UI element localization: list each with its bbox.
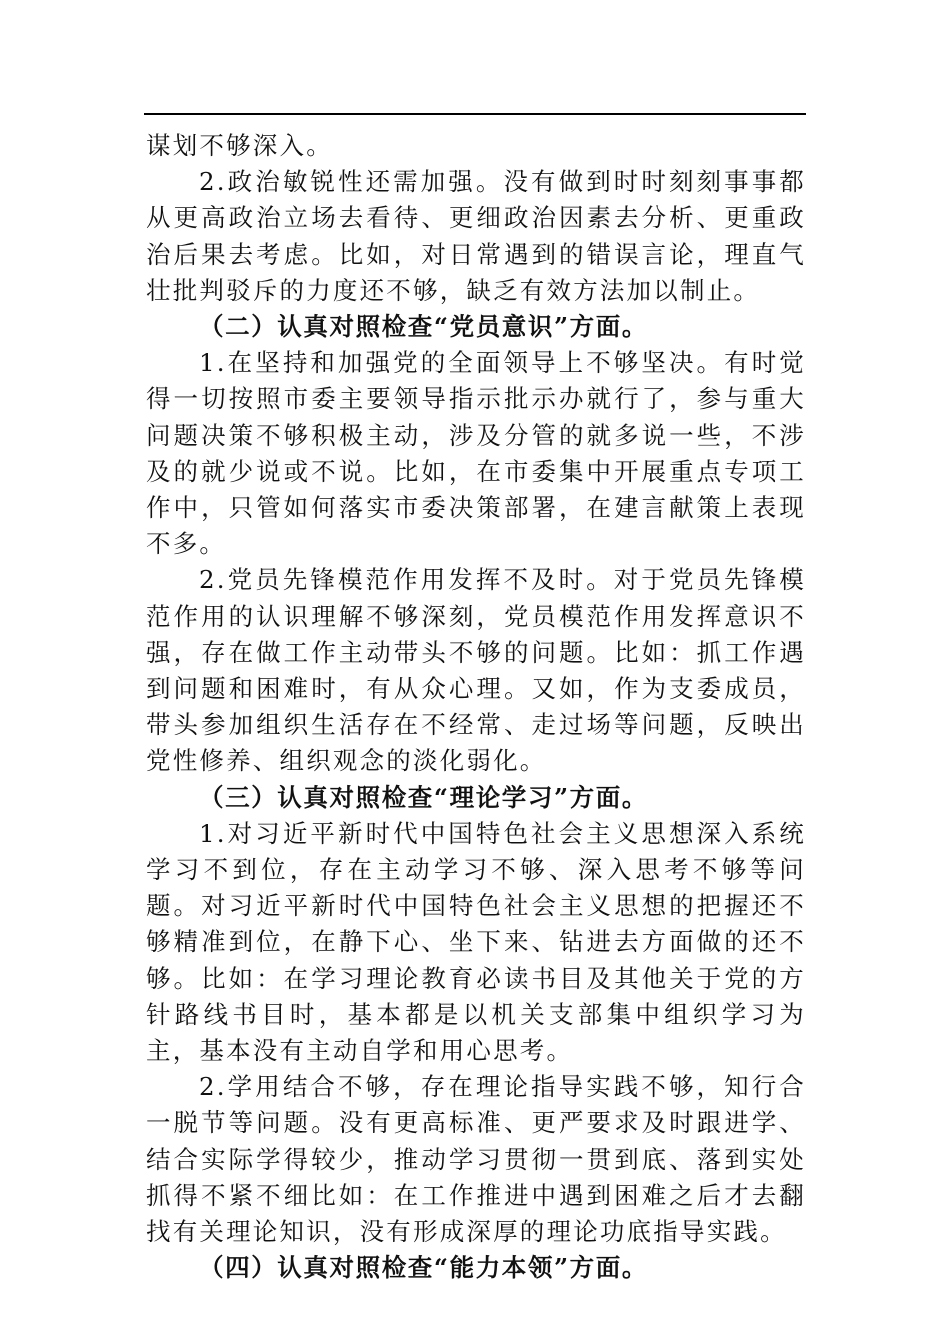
paragraph-continuation: 谋划不够深入。 xyxy=(146,131,333,160)
section-heading-party-awareness: （二）认真对照检查“党员意识”方面。 xyxy=(199,312,648,342)
paragraph-systematic-study: 1.对习近平新时代中国特色社会主义思想深入系统学习不到位，存在主动学习不够、深入思考不够等问题。对习近平新时代中国特色社会主义思想的把握还不够精准到位，在静下心、坐下来、钻进去方面做的还不够。比如：在学习理论教育必读书目及其他关于党的方针路线书目时，基本都是以机关支部集中组织学习为主，基本没有主动自学和用心思考。 xyxy=(146,818,806,1066)
header-rule xyxy=(144,113,806,115)
section-heading-theory-study: （三）认真对照检查“理论学习”方面。 xyxy=(199,782,648,812)
paragraph-political-sensitivity: 2.政治敏锐性还需加强。没有做到时时刻刻事事都从更高政治立场去看待、更细政治因素去分析、更重政治后果去考虑。比如，对日常遇到的错误言论，理直气壮批判驳斥的力度还不够，缺乏有效方法加以制止。 xyxy=(146,167,806,305)
paragraph-vanguard-role: 2.党员先锋模范作用发挥不及时。对于党员先锋模范作用的认识理解不够深刻，党员模范作用发挥意识不强，存在做工作主动带头不够的问题。比如：抓工作遇到问题和困难时，有从众心理。又如，作为支委成员，带头参加组织生活存在不经常、走过场等问题，反映出党性修养、组织观念的淡化弱化。 xyxy=(146,565,806,776)
paragraph-party-leadership: 1.在坚持和加强党的全面领导上不够坚决。有时觉得一切按照市委主要领导指示批示办就行了，参与重大问题决策不够积极主动，涉及分管的就多说一些，不涉及的就少说或不说。比如，在市委集中开展重点专项工作中，只管如何落实市委决策部署，在建言献策上表现不多。 xyxy=(146,348,806,559)
document-body xyxy=(146,128,806,1287)
section-heading-capability: （四）认真对照检查“能力本领”方面。 xyxy=(199,1253,648,1283)
paragraph-theory-practice: 2.学用结合不够，存在理论指导实践不够，知行合一脱节等问题。没有更高标准、更严要求及时跟进学、结合实际学得较少，推动学习贯彻一贯到底、落到实处抓得不紧不细比如：在工作推进中遇到困难之后才去翻找有关理论知识，没有形成深厚的理论功底指导实践。 xyxy=(146,1072,806,1247)
